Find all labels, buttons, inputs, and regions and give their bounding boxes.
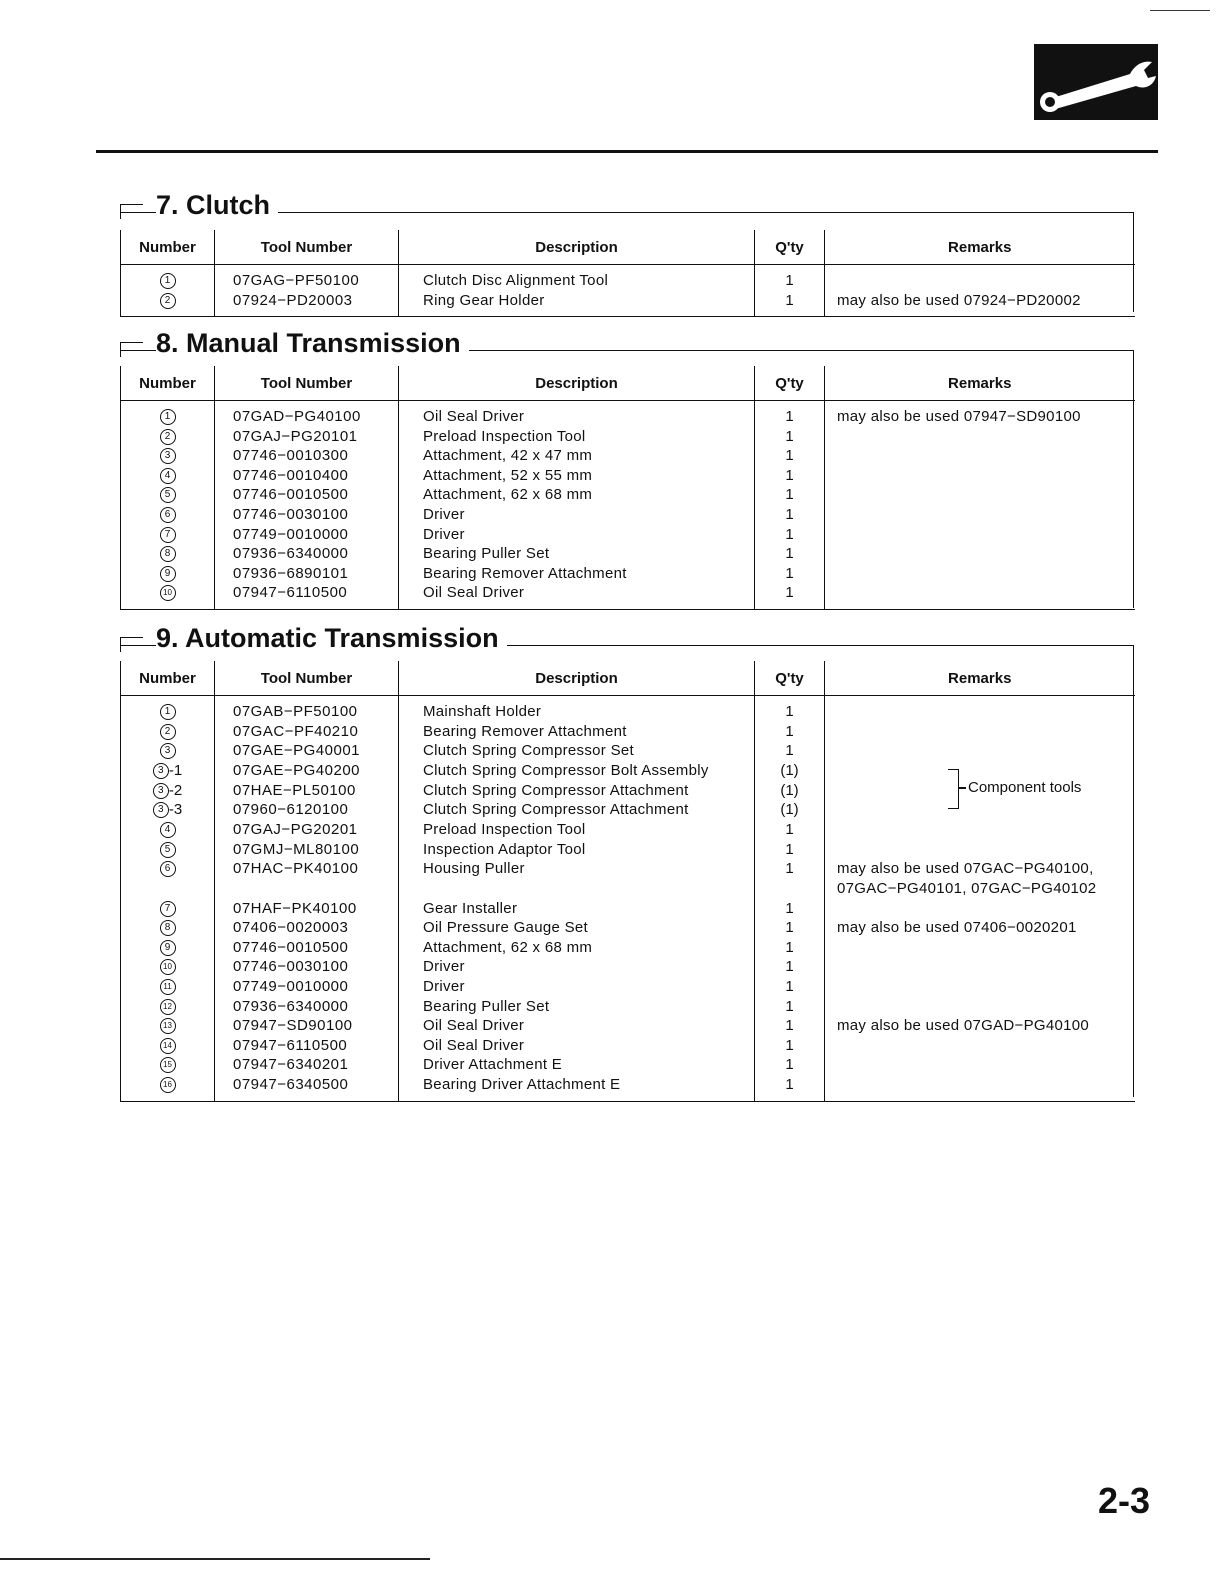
table-row bbox=[121, 466, 1135, 486]
qty-cell: 1 bbox=[755, 696, 825, 722]
remarks-cell bbox=[825, 401, 1135, 427]
manual-transmission-section bbox=[120, 328, 1134, 608]
table-row bbox=[121, 505, 1135, 525]
tool-number-cell: 07746−0010400 bbox=[215, 466, 399, 486]
row-number bbox=[121, 427, 215, 447]
remarks-cell bbox=[825, 265, 1135, 291]
row-number bbox=[121, 741, 215, 761]
remark-line: may also be used 07947−SD90100 bbox=[837, 408, 1081, 425]
tool-number-cell: 07924−PD20003 bbox=[215, 291, 399, 317]
qty-cell: 1 bbox=[755, 977, 825, 997]
qty-cell: 1 bbox=[755, 820, 825, 840]
tool-number-cell: 07HAF−PK40100 bbox=[215, 899, 399, 919]
circled-number: 6 bbox=[160, 861, 176, 877]
description-cell: Oil Seal Driver bbox=[399, 1036, 755, 1056]
table-row bbox=[121, 722, 1135, 742]
table-row bbox=[121, 291, 1135, 317]
qty-cell: 1 bbox=[755, 997, 825, 1017]
circled-number: 15 bbox=[160, 1057, 176, 1073]
circled-number: 10 bbox=[160, 959, 176, 975]
row-number bbox=[121, 446, 215, 466]
table-row bbox=[121, 1016, 1135, 1036]
tool-number-cell: 07746−0030100 bbox=[215, 505, 399, 525]
tool-number-cell: 07947−6110500 bbox=[215, 1036, 399, 1056]
header-tool-number: Tool Number bbox=[215, 366, 399, 401]
row-number bbox=[121, 800, 215, 820]
description-cell: Oil Pressure Gauge Set bbox=[399, 918, 755, 938]
row-number bbox=[121, 696, 215, 722]
header-number: Number bbox=[121, 366, 215, 401]
header-qty: Q'ty bbox=[755, 366, 825, 401]
circled-number: 3 bbox=[153, 802, 169, 818]
remarks-cell bbox=[825, 997, 1135, 1017]
table-row bbox=[121, 859, 1135, 898]
table-row bbox=[121, 761, 1135, 781]
table-row bbox=[121, 265, 1135, 291]
qty-cell: 1 bbox=[755, 938, 825, 958]
qty-cell: 1 bbox=[755, 583, 825, 609]
remarks-cell bbox=[825, 544, 1135, 564]
description-cell: Bearing Remover Attachment bbox=[399, 564, 755, 584]
table-row bbox=[121, 427, 1135, 447]
remarks-cell bbox=[825, 859, 1135, 898]
automatic-transmission-section bbox=[120, 623, 1134, 1097]
remark-line: may also be used 07924−PD20002 bbox=[837, 291, 1081, 309]
table-row bbox=[121, 525, 1135, 545]
table-row bbox=[121, 800, 1135, 820]
description-cell: Oil Seal Driver bbox=[399, 401, 755, 427]
remark-line: may also be used 07GAC−PG40100, bbox=[837, 860, 1094, 878]
table-row bbox=[121, 564, 1135, 584]
qty-cell: 1 bbox=[755, 1075, 825, 1101]
description-cell: Driver Attachment E bbox=[399, 1055, 755, 1075]
row-number bbox=[121, 485, 215, 505]
tool-number-cell: 07749−0010000 bbox=[215, 525, 399, 545]
circled-number: 6 bbox=[160, 507, 176, 523]
description-cell: Ring Gear Holder bbox=[399, 291, 755, 317]
description-cell: Clutch Spring Compressor Attachment bbox=[399, 781, 755, 801]
circled-number: 9 bbox=[160, 566, 176, 582]
tool-number-cell: 07746−0010500 bbox=[215, 938, 399, 958]
description-cell: Attachment, 62 x 68 mm bbox=[399, 485, 755, 505]
circled-number: 1 bbox=[160, 704, 176, 720]
qty-cell: 1 bbox=[755, 401, 825, 427]
qty-cell: 1 bbox=[755, 427, 825, 447]
circled-number: 8 bbox=[160, 546, 176, 562]
qty-cell: 1 bbox=[755, 1055, 825, 1075]
qty-cell: 1 bbox=[755, 505, 825, 525]
description-cell: Housing Puller bbox=[399, 859, 755, 898]
remarks-cell bbox=[825, 525, 1135, 545]
tool-number-cell: 07947−SD90100 bbox=[215, 1016, 399, 1036]
header-remarks: Remarks bbox=[825, 661, 1135, 696]
remarks-cell bbox=[825, 800, 1135, 820]
description-cell: Preload Inspection Tool bbox=[399, 820, 755, 840]
header-number: Number bbox=[121, 230, 215, 265]
qty-cell: 1 bbox=[755, 859, 825, 898]
qty-cell: 1 bbox=[755, 1036, 825, 1056]
tool-number-cell: 07947−6340201 bbox=[215, 1055, 399, 1075]
table-row bbox=[121, 741, 1135, 761]
remarks-cell bbox=[825, 427, 1135, 447]
qty-cell: 1 bbox=[755, 525, 825, 545]
circled-number: 4 bbox=[160, 468, 176, 484]
row-number bbox=[121, 1055, 215, 1075]
table-row bbox=[121, 840, 1135, 860]
qty-cell: 1 bbox=[755, 544, 825, 564]
remarks-cell bbox=[825, 1075, 1135, 1101]
remarks-cell bbox=[825, 696, 1135, 722]
description-cell: Clutch Disc Alignment Tool bbox=[399, 265, 755, 291]
table-row bbox=[121, 544, 1135, 564]
description-cell: Bearing Driver Attachment E bbox=[399, 1075, 755, 1101]
tool-number-cell: 07960−6120100 bbox=[215, 800, 399, 820]
circled-number: 2 bbox=[160, 724, 176, 740]
remarks-cell bbox=[825, 564, 1135, 584]
circled-number: 1 bbox=[160, 409, 176, 425]
sub-number: -2 bbox=[168, 781, 183, 799]
table-row bbox=[121, 446, 1135, 466]
row-number bbox=[121, 781, 215, 801]
description-cell: Driver bbox=[399, 977, 755, 997]
remarks-cell bbox=[825, 485, 1135, 505]
remarks-cell bbox=[825, 466, 1135, 486]
description-cell: Gear Installer bbox=[399, 899, 755, 919]
bottom-rule bbox=[0, 1558, 430, 1560]
description-cell: Attachment, 42 x 47 mm bbox=[399, 446, 755, 466]
header-description: Description bbox=[399, 366, 755, 401]
description-cell: Bearing Remover Attachment bbox=[399, 722, 755, 742]
description-cell: Driver bbox=[399, 525, 755, 545]
circled-number: 3 bbox=[153, 783, 169, 799]
component-tools-label: Component tools bbox=[958, 779, 1081, 796]
tool-number-cell: 07746−0010500 bbox=[215, 485, 399, 505]
description-cell: Clutch Spring Compressor Set bbox=[399, 741, 755, 761]
row-number bbox=[121, 977, 215, 997]
row-number bbox=[121, 1036, 215, 1056]
remarks-cell bbox=[825, 291, 1135, 317]
circled-number: 12 bbox=[160, 999, 176, 1015]
qty-cell: 1 bbox=[755, 840, 825, 860]
circled-number: 2 bbox=[160, 293, 176, 309]
corner-line bbox=[1150, 10, 1210, 11]
qty-cell: (1) bbox=[755, 781, 825, 801]
remarks-cell bbox=[825, 840, 1135, 860]
remarks-cell bbox=[825, 741, 1135, 761]
header-tool-number: Tool Number bbox=[215, 230, 399, 265]
tool-number-cell: 07HAC−PK40100 bbox=[215, 859, 399, 898]
row-number bbox=[121, 820, 215, 840]
circled-number: 14 bbox=[160, 1038, 176, 1054]
remarks-cell bbox=[825, 957, 1135, 977]
circled-number: 8 bbox=[160, 920, 176, 936]
header-description: Description bbox=[399, 661, 755, 696]
circled-number: 7 bbox=[160, 901, 176, 917]
circled-number: 3 bbox=[153, 763, 169, 779]
qty-cell: (1) bbox=[755, 761, 825, 781]
row-number bbox=[121, 1016, 215, 1036]
circled-number: 5 bbox=[160, 487, 176, 503]
qty-cell: 1 bbox=[755, 446, 825, 466]
row-number bbox=[121, 525, 215, 545]
qty-cell: 1 bbox=[755, 466, 825, 486]
table-row bbox=[121, 583, 1135, 609]
circled-number: 10 bbox=[160, 585, 176, 601]
row-number bbox=[121, 722, 215, 742]
qty-cell: (1) bbox=[755, 800, 825, 820]
table-row bbox=[121, 957, 1135, 977]
row-number bbox=[121, 899, 215, 919]
top-rule bbox=[96, 150, 1158, 153]
remarks-cell bbox=[825, 583, 1135, 609]
description-cell: Driver bbox=[399, 505, 755, 525]
description-cell: Attachment, 62 x 68 mm bbox=[399, 938, 755, 958]
remark-line: 07GAC−PG40101, 07GAC−PG40102 bbox=[837, 880, 1097, 898]
header-number: Number bbox=[121, 661, 215, 696]
header-qty: Q'ty bbox=[755, 230, 825, 265]
table-row bbox=[121, 401, 1135, 427]
row-number bbox=[121, 291, 215, 317]
row-number bbox=[121, 564, 215, 584]
clutch-section bbox=[120, 190, 1134, 312]
table-row bbox=[121, 1055, 1135, 1075]
remarks-cell bbox=[825, 938, 1135, 958]
tool-number-cell: 07947−6340500 bbox=[215, 1075, 399, 1101]
tool-number-cell: 07936−6340000 bbox=[215, 544, 399, 564]
tool-number-cell: 07936−6890101 bbox=[215, 564, 399, 584]
row-number bbox=[121, 1075, 215, 1101]
row-number bbox=[121, 840, 215, 860]
clutch-table bbox=[120, 230, 1135, 317]
table-row bbox=[121, 1036, 1135, 1056]
description-cell: Attachment, 52 x 55 mm bbox=[399, 466, 755, 486]
qty-cell: 1 bbox=[755, 485, 825, 505]
table-row bbox=[121, 1075, 1135, 1101]
circled-number: 16 bbox=[160, 1077, 176, 1093]
table-row bbox=[121, 938, 1135, 958]
tool-number-cell: 07947−6110500 bbox=[215, 583, 399, 609]
section-title: 9. Automatic Transmission bbox=[156, 623, 507, 653]
tool-number-cell: 07GAE−PG40200 bbox=[215, 761, 399, 781]
circled-number: 4 bbox=[160, 822, 176, 838]
table-row bbox=[121, 997, 1135, 1017]
row-number bbox=[121, 505, 215, 525]
table-row bbox=[121, 696, 1135, 722]
remarks-cell bbox=[825, 820, 1135, 840]
qty-cell: 1 bbox=[755, 741, 825, 761]
description-cell: Oil Seal Driver bbox=[399, 583, 755, 609]
wrench-icon bbox=[1034, 44, 1158, 120]
circled-number: 7 bbox=[160, 527, 176, 543]
row-number bbox=[121, 265, 215, 291]
manual-transmission-table bbox=[120, 366, 1135, 610]
tool-number-cell: 07GAE−PG40001 bbox=[215, 741, 399, 761]
tool-number-cell: 07746−0030100 bbox=[215, 957, 399, 977]
description-cell: Mainshaft Holder bbox=[399, 696, 755, 722]
row-number bbox=[121, 957, 215, 977]
row-number bbox=[121, 401, 215, 427]
row-number bbox=[121, 761, 215, 781]
tool-number-cell: 07GAJ−PG20101 bbox=[215, 427, 399, 447]
row-number bbox=[121, 544, 215, 564]
header-remarks: Remarks bbox=[825, 230, 1135, 265]
header-tool-number: Tool Number bbox=[215, 661, 399, 696]
circled-number: 13 bbox=[160, 1018, 176, 1034]
qty-cell: 1 bbox=[755, 899, 825, 919]
remarks-cell bbox=[825, 977, 1135, 997]
remarks-cell bbox=[825, 761, 1135, 781]
description-cell: Preload Inspection Tool bbox=[399, 427, 755, 447]
row-number bbox=[121, 466, 215, 486]
remarks-cell bbox=[825, 1016, 1135, 1036]
circled-number: 5 bbox=[160, 842, 176, 858]
tool-number-cell: 07GAC−PF40210 bbox=[215, 722, 399, 742]
remark-line: may also be used 07GAD−PG40100 bbox=[837, 1017, 1090, 1035]
header-remarks: Remarks bbox=[825, 366, 1135, 401]
automatic-transmission-table bbox=[120, 661, 1135, 1102]
circled-number: 11 bbox=[160, 979, 176, 995]
description-cell: Bearing Puller Set bbox=[399, 544, 755, 564]
table-row bbox=[121, 820, 1135, 840]
circled-number: 1 bbox=[160, 273, 176, 289]
description-cell: Driver bbox=[399, 957, 755, 977]
qty-cell: 1 bbox=[755, 957, 825, 977]
tool-number-cell: 07936−6340000 bbox=[215, 997, 399, 1017]
table-row bbox=[121, 977, 1135, 997]
description-cell: Clutch Spring Compressor Bolt Assembly bbox=[399, 761, 755, 781]
qty-cell: 1 bbox=[755, 291, 825, 317]
description-cell: Inspection Adaptor Tool bbox=[399, 840, 755, 860]
circled-number: 3 bbox=[160, 743, 176, 759]
tool-number-cell: 07HAE−PL50100 bbox=[215, 781, 399, 801]
qty-cell: 1 bbox=[755, 1016, 825, 1036]
header-qty: Q'ty bbox=[755, 661, 825, 696]
tool-number-cell: 07GAD−PG40100 bbox=[215, 401, 399, 427]
qty-cell: 1 bbox=[755, 722, 825, 742]
row-number bbox=[121, 938, 215, 958]
description-cell: Clutch Spring Compressor Attachment bbox=[399, 800, 755, 820]
remarks-cell bbox=[825, 1055, 1135, 1075]
row-number bbox=[121, 859, 215, 898]
circled-number: 2 bbox=[160, 429, 176, 445]
description-cell: Oil Seal Driver bbox=[399, 1016, 755, 1036]
table-row bbox=[121, 918, 1135, 938]
tool-number-cell: 07GMJ−ML80100 bbox=[215, 840, 399, 860]
row-number bbox=[121, 918, 215, 938]
sub-number: -1 bbox=[168, 762, 183, 780]
tool-number-cell: 07749−0010000 bbox=[215, 977, 399, 997]
tool-number-cell: 07406−0020003 bbox=[215, 918, 399, 938]
tool-number-cell: 07GAG−PF50100 bbox=[215, 265, 399, 291]
header-description: Description bbox=[399, 230, 755, 265]
tool-number-cell: 07GAJ−PG20201 bbox=[215, 820, 399, 840]
remarks-cell bbox=[825, 722, 1135, 742]
row-number bbox=[121, 997, 215, 1017]
remark-line: may also be used 07406−0020201 bbox=[837, 919, 1077, 937]
remarks-cell bbox=[825, 918, 1135, 938]
remarks-cell bbox=[825, 1036, 1135, 1056]
section-title: 8. Manual Transmission bbox=[156, 328, 469, 358]
remarks-cell bbox=[825, 505, 1135, 525]
circled-number: 3 bbox=[160, 448, 176, 464]
remarks-cell bbox=[825, 899, 1135, 919]
remarks-cell bbox=[825, 446, 1135, 466]
page-number: 2-3 bbox=[1098, 1480, 1151, 1521]
table-row bbox=[121, 899, 1135, 919]
tool-number-cell: 07GAB−PF50100 bbox=[215, 696, 399, 722]
row-number bbox=[121, 583, 215, 609]
qty-cell: 1 bbox=[755, 564, 825, 584]
tool-number-cell: 07746−0010300 bbox=[215, 446, 399, 466]
section-title: 7. Clutch bbox=[156, 190, 278, 220]
qty-cell: 1 bbox=[755, 265, 825, 291]
sub-number: -3 bbox=[168, 801, 183, 819]
description-cell: Bearing Puller Set bbox=[399, 997, 755, 1017]
qty-cell: 1 bbox=[755, 918, 825, 938]
circled-number: 9 bbox=[160, 940, 176, 956]
table-row bbox=[121, 485, 1135, 505]
